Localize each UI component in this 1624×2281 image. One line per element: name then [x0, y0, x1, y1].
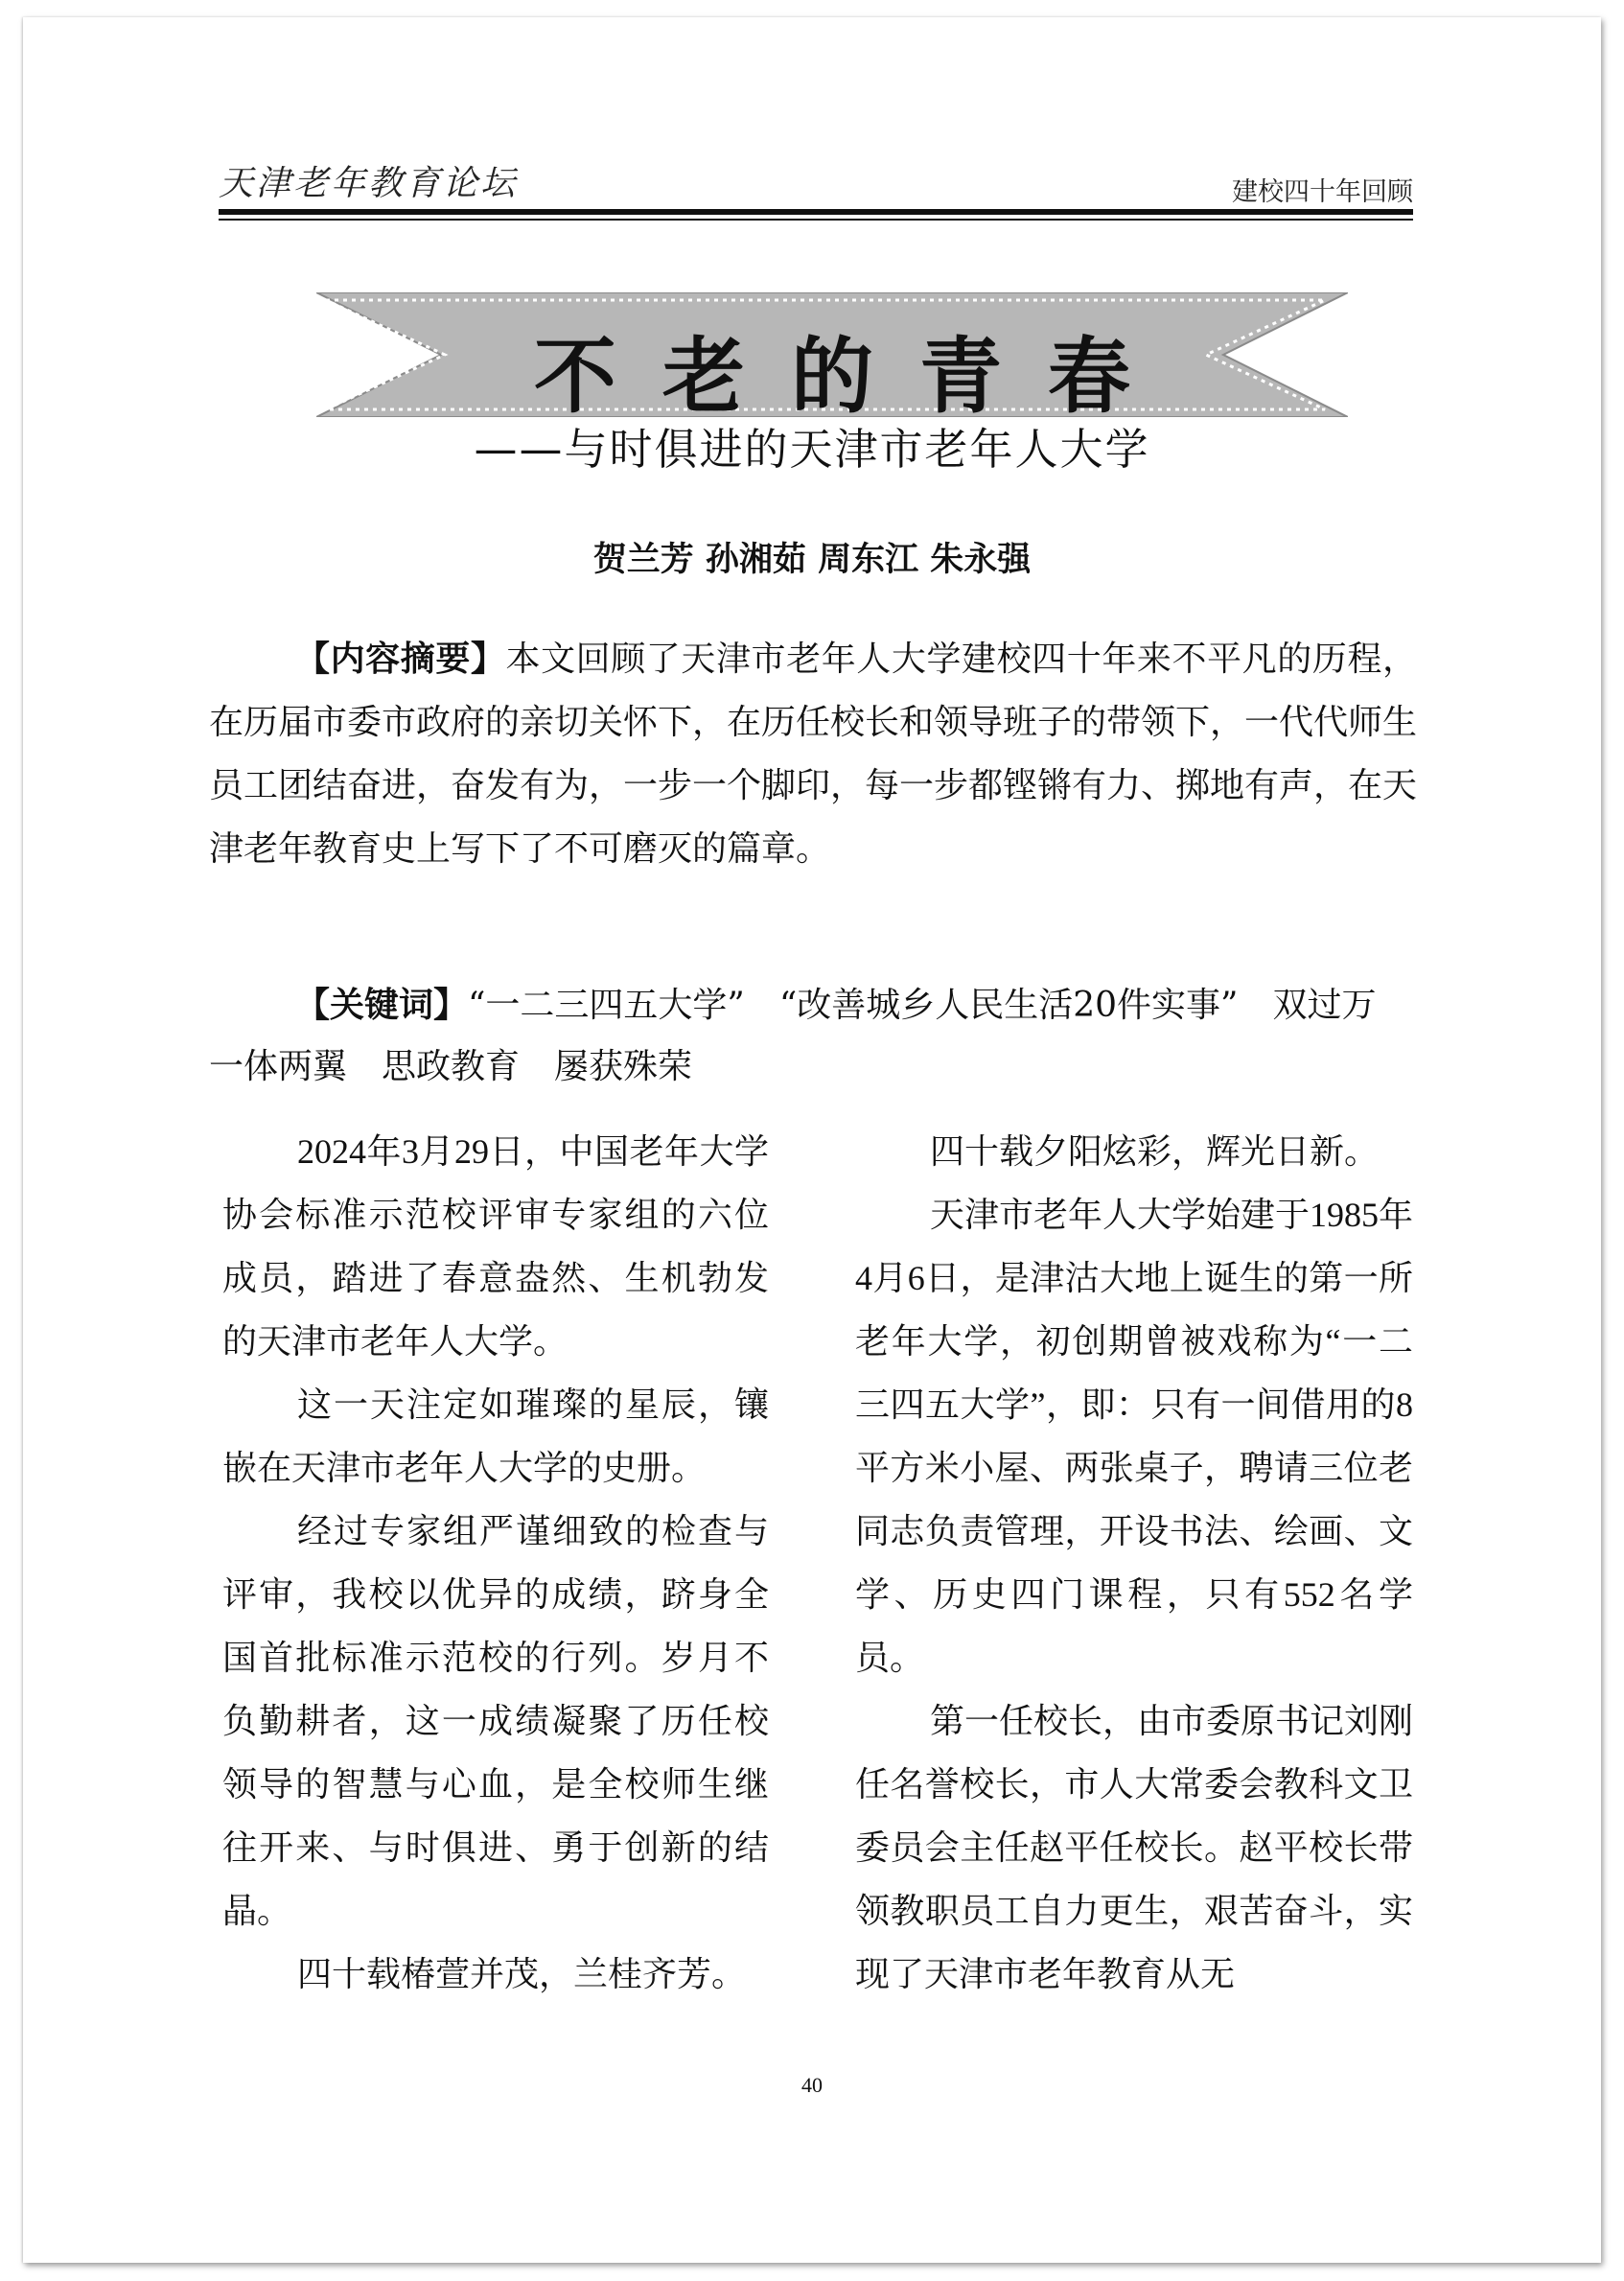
body-column-left [222, 1120, 769, 2006]
keywords-label: 【关键词】 [295, 986, 469, 1025]
keywords-block [209, 975, 1417, 1098]
paragraph: 四十载椿萱并茂，兰桂齐芳。 [297, 1955, 747, 1993]
title-banner [316, 292, 1348, 425]
header-rule-thin [219, 219, 1413, 221]
paragraph: 四十载夕阳炫彩，辉光日新。 [930, 1132, 1380, 1171]
page-number: 40 [801, 2073, 823, 2097]
authors: 贺兰芳 孙湘茹 周东江 朱永强 [592, 540, 1032, 579]
paragraph: 这一天注定如璀璨的星辰，镶嵌在天津市老年人大学的史册。 [222, 1385, 769, 1487]
abstract-text: 本文回顾了天津市老年人大学建校四十年来不平凡的历程，在历届市委市政府的亲切关怀下，在历任校长和领导班子的带领下，一代代师生员工团结奋进，奋发有为，一步一个脚印，每一步都铿锵有力、掷地有声，在天津老年教育史上写下了不可磨灭的篇章。 [209, 640, 1418, 869]
paragraph: 2024年3月29日，中国老年大学协会标准示范校评审专家组的六位成员，踏进了春意盎然、生机勃发的天津市老年人大学。 [222, 1132, 769, 1361]
paragraph: 经过专家组严谨细致的检查与评审，我校以优异的成绩，跻身全国首批标准示范校的行列。岁月不负勤耕者，这一成绩凝聚了历任校领导的智慧与心血，是全校师生继往开来、与时俱进、勇于创新的结晶。 [222, 1512, 769, 1930]
abstract-block [209, 628, 1417, 881]
body-column-right [855, 1120, 1413, 2006]
abstract-label: 【内容摘要】 [295, 640, 506, 679]
section-label: 建校四十年回顾 [1232, 177, 1413, 207]
article-title: 不老的青春 [534, 328, 1176, 425]
paragraph: 第一任校长，由市委原书记刘刚任名誉校长，市人大常委会教科文卫委员会主任赵平任校长。赵平校长带领教职员工自力更生，艰苦奋斗，实现了天津市老年教育从无 [855, 1702, 1414, 1993]
header-logo-text: 天津老年教育论坛 [219, 164, 519, 203]
header-rule [219, 209, 1413, 215]
paragraph: 天津市老年人大学始建于1985年4月6日，是津沽大地上诞生的第一所老年大学，初创期曾被戏称为“一二三四五大学”，即：只有一间借用的8平方米小屋、两张桌子，聘请三位老同志负责管理，开设书法、绘画、文学、历史四门课程，只有552名学员。 [855, 1196, 1414, 1677]
keywords-text: “一二三四五大学” “改善城乡人民生活20件实事” 双过万 一体两翼 思政教育 屡获殊荣 [209, 986, 1411, 1086]
article-subtitle: ——与时俱进的天津市老年人大学 [474, 424, 1150, 475]
